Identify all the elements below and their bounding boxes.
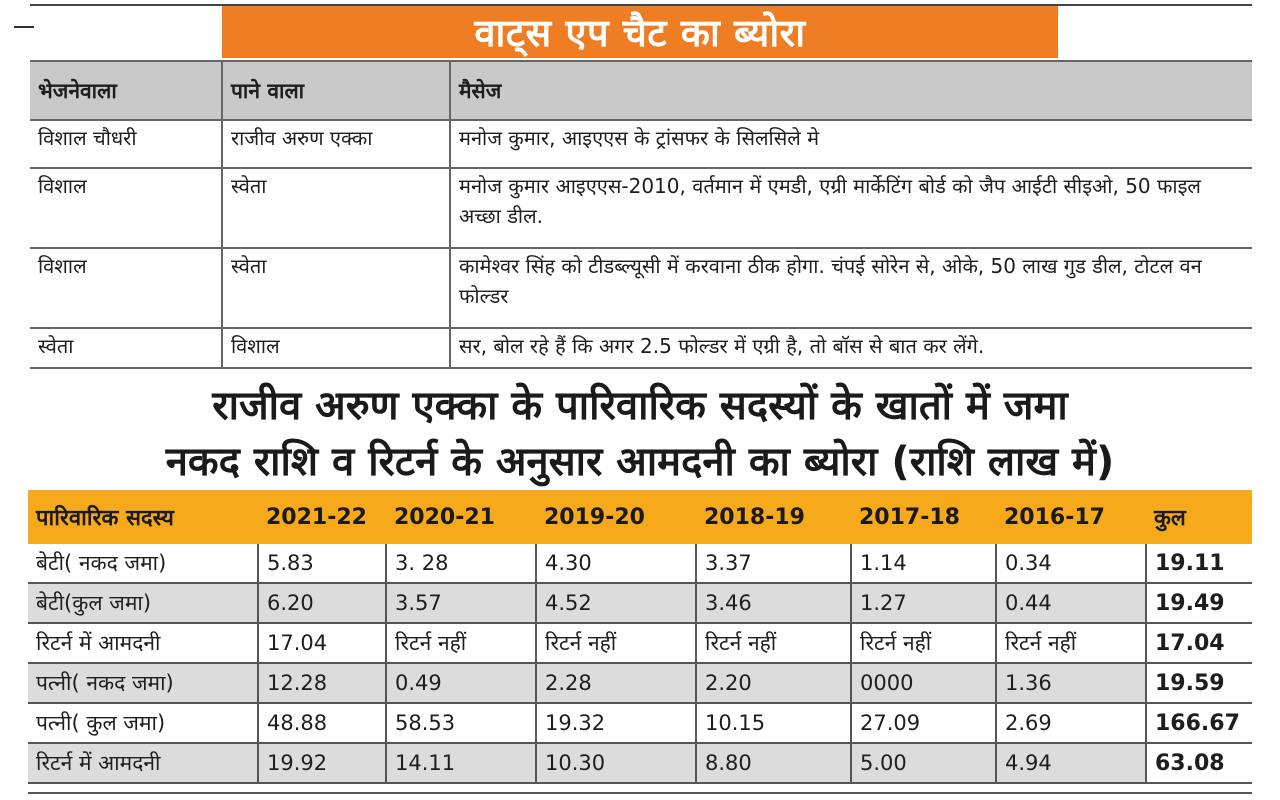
table-row [28,623,1252,663]
value-cell: 2.69 [996,703,1146,743]
income-table [28,490,1252,784]
value-cell: 17.04 [258,623,386,663]
value-cell: 6.20 [258,583,386,623]
value-cell: 3.37 [696,544,851,583]
value-cell: 5.83 [258,544,386,583]
sender-cell: विशाल [30,168,222,248]
value-cell: 0.34 [996,544,1146,583]
table-row [28,583,1252,623]
value-cell: 0.49 [386,663,536,703]
value-cell: 1.14 [851,544,996,583]
message-cell: सर, बोल रहे हैं कि अगर 2.5 फोल्डर में एग्री है, तो बॉस से बात कर लेंगे. [450,328,1252,368]
total-cell: 19.49 [1146,583,1252,623]
value-cell: 10.15 [696,703,851,743]
header-member: पारिवारिक सदस्य [28,490,258,544]
receiver-cell: स्वेता [222,168,450,248]
sender-cell: स्वेता [30,328,222,368]
header-total: कुल [1146,490,1252,544]
value-cell: 4.30 [536,544,696,583]
sender-cell: विशाल चौधरी [30,120,222,168]
chat-table-header [30,61,1252,120]
member-cell: बेटी( नकद जमा) [28,544,258,583]
table-row [30,248,1252,328]
message-cell: मनोज कुमार, आइएएस के ट्रांसफर के सिलसिले मे [450,120,1252,168]
receiver-cell: स्वेता [222,248,450,328]
header-year: 2016-17 [996,490,1146,544]
value-cell: 5.00 [851,743,996,783]
value-cell: रिटर्न नहीं [996,623,1146,663]
receiver-cell: राजीव अरुण एक्का [222,120,450,168]
value-cell: 3.57 [386,583,536,623]
receiver-cell: विशाल [222,328,450,368]
value-cell: 48.88 [258,703,386,743]
income-heading-line-1: राजीव अरुण एक्का के पारिवारिक सदस्यों के खातों में जमा [212,383,1068,429]
table-row [30,168,1252,248]
value-cell: 58.53 [386,703,536,743]
member-cell: पत्नी( नकद जमा) [28,663,258,703]
member-cell: रिटर्न में आमदनी [28,743,258,783]
income-table-header [28,490,1252,544]
value-cell: रिटर्न नहीं [536,623,696,663]
total-cell: 166.67 [1146,703,1252,743]
value-cell: रिटर्न नहीं [851,623,996,663]
value-cell: 2.28 [536,663,696,703]
table-row [28,743,1252,783]
chat-banner-title: वाट्स एप चैट का ब्योरा [222,6,1058,58]
total-cell: 17.04 [1146,623,1252,663]
sender-cell: विशाल [30,248,222,328]
chat-table [30,60,1252,369]
message-cell: कामेश्वर सिंह को टीडब्ल्यूसी में करवाना ठीक होगा. चंपई सोरेन से, ओके, 50 लाख गुड डील, टोटल वन फोल्डर [450,248,1252,328]
value-cell: 4.94 [996,743,1146,783]
table-row [28,544,1252,583]
value-cell: 0.44 [996,583,1146,623]
value-cell: 27.09 [851,703,996,743]
value-cell: 4.52 [536,583,696,623]
total-cell: 19.11 [1146,544,1252,583]
header-sender: भेजनेवाला [30,61,222,120]
value-cell: 3.46 [696,583,851,623]
value-cell: 0000 [851,663,996,703]
value-cell: 1.27 [851,583,996,623]
header-year: 2020-21 [386,490,536,544]
member-cell: बेटी(कुल जमा) [28,583,258,623]
member-cell: पत्नी( कुल जमा) [28,703,258,743]
value-cell: 3. 28 [386,544,536,583]
value-cell: रिटर्न नहीं [386,623,536,663]
total-cell: 19.59 [1146,663,1252,703]
bottom-rule [28,792,1252,794]
value-cell: 8.80 [696,743,851,783]
table-row [28,663,1252,703]
table-row [28,703,1252,743]
dash-mark [14,26,34,28]
value-cell: 10.30 [536,743,696,783]
header-year: 2018-19 [696,490,851,544]
header-message: मैसेज [450,61,1252,120]
header-year: 2017-18 [851,490,996,544]
value-cell: 12.28 [258,663,386,703]
table-row [30,120,1252,168]
value-cell: 2.20 [696,663,851,703]
value-cell: 14.11 [386,743,536,783]
value-cell: 1.36 [996,663,1146,703]
income-heading-line-2: नकद राशि व रिटर्न के अनुसार आमदनी का ब्योरा (राशि लाख में) [165,439,1115,485]
header-year: 2019-20 [536,490,696,544]
table-row [30,328,1252,368]
value-cell: रिटर्न नहीं [696,623,851,663]
value-cell: 19.32 [536,703,696,743]
header-receiver: पाने वाला [222,61,450,120]
message-cell: मनोज कुमार आइएएस-2010, वर्तमान में एमडी, एग्री मार्केटिंग बोर्ड को जैप आईटी सीइओ, 50 फाइल अच्छा डील. [450,168,1252,248]
member-cell: रिटर्न में आमदनी [28,623,258,663]
header-year: 2021-22 [258,490,386,544]
value-cell: 19.92 [258,743,386,783]
total-cell: 63.08 [1146,743,1252,783]
